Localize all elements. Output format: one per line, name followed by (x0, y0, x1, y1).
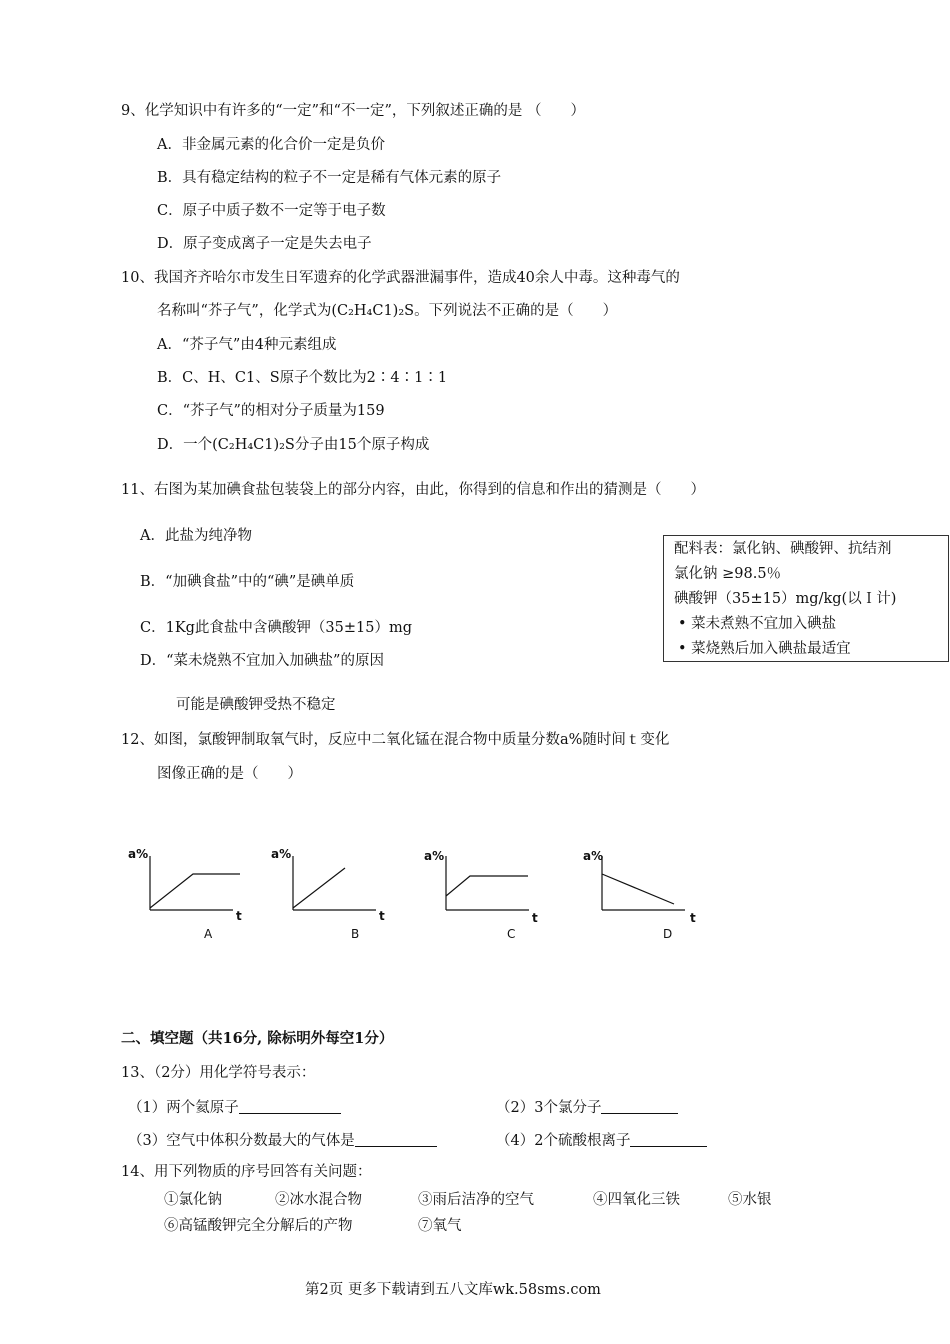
graph-d-ylabel: a% (583, 849, 604, 863)
q9-option-b: B．具有稳定结构的粒子不一定是稀有气体元素的原子 (157, 170, 502, 186)
q9-option-d: D．原子变成离子一定是失去电子 (157, 236, 372, 252)
graph-a-ylabel: a% (128, 847, 149, 861)
q11-option-d-continued: 可能是碘酸钾受热不稳定 (176, 697, 336, 713)
q14-stem: 14、用下列物质的序号回答有关问题： (121, 1164, 372, 1180)
graph-d-xlabel: t (690, 911, 696, 925)
graph-a-label: A (204, 927, 213, 941)
q13-blank-3[interactable] (355, 1132, 437, 1147)
q11-option-b: B．“加碘食盐”中的“碘”是碘单质 (140, 574, 355, 590)
graph-c (424, 838, 554, 952)
q12-stem-line1: 12、如图，氯酸钾制取氧气时，反应中二氧化锰在混合物中质量分数a%随时间ｔ变化 (121, 732, 670, 748)
q10-option-b: B．C、H、C1、S原子个数比为2∶4∶1∶1 (157, 370, 448, 386)
q14-substance-4: ④四氧化三铁 (593, 1192, 680, 1208)
q10-stem-line1: 10、我国齐齐哈尔市发生日军遗弃的化学武器泄漏事件，造成40余人中毒。这种毒气的 (121, 270, 680, 286)
q10-option-c: C．“芥子气”的相对分子质量为159 (157, 403, 385, 419)
graph-d-curve (602, 874, 674, 904)
graph-a-curve (150, 874, 240, 908)
label-sodium-chloride: 氯化钠 ≥98.5％ (674, 566, 782, 582)
q13-item-4 (496, 1132, 707, 1149)
graph-a (128, 838, 258, 952)
q12-stem-line2: 图像正确的是（ ） (157, 766, 302, 782)
page-footer: 第2页 更多下载请到五八文库wk.58sms.com (305, 1282, 601, 1298)
q14-substance-1: ①氯化钠 (164, 1192, 222, 1208)
q13-item-2-text: （2）3个氯分子 (496, 1100, 602, 1116)
q9-option-c: C．原子中质子数不一定等于电子数 (157, 203, 386, 219)
q10-option-d: D．一个(C₂H₄C1)₂S分子由15个原子构成 (157, 437, 430, 453)
q9-option-a: A．非金属元素的化合价一定是负价 (157, 137, 385, 153)
q9-stem: 9、化学知识中有许多的“一定”和“不一定”，下列叙述正确的是 （ ） (121, 103, 585, 119)
graph-b-xlabel: t (379, 909, 385, 923)
graph-c-curve (446, 876, 528, 896)
q13-blank-1[interactable] (239, 1099, 341, 1114)
q13-item-1-text: （1）两个氦原子 (128, 1100, 239, 1116)
graph-a-xlabel: t (236, 909, 242, 923)
q13-blank-4[interactable] (630, 1132, 707, 1147)
graph-d (580, 838, 710, 952)
q10-stem-line2: 名称叫“芥子气”，化学式为(C₂H₄C1)₂S。下列说法不正确的是（ ） (157, 303, 618, 319)
graph-c-label: C (507, 927, 516, 941)
graph-d-label: D (663, 927, 673, 941)
q14-substance-2: ②冰水混合物 (275, 1192, 362, 1208)
label-ingredients: 配料表：氯化钠、碘酸钾、抗结剂 (674, 541, 892, 557)
graph-b-curve (293, 868, 345, 908)
label-note-1: • 菜未煮熟不宜加入碘盐 (678, 616, 837, 632)
salt-label-box (663, 535, 949, 662)
q13-item-1 (128, 1099, 341, 1116)
graph-b (271, 838, 401, 952)
label-potassium-iodate: 碘酸钾（35±15）mg/kg(以Ｉ计) (674, 591, 897, 607)
q11-option-d: D．“菜未烧熟不宜加入加碘盐”的原因 (140, 653, 384, 669)
q11-stem: 11、右图为某加碘食盐包装袋上的部分内容，由此，你得到的信息和作出的猜测是（ ） (121, 482, 705, 498)
q13-item-4-text: （4）2个硫酸根离子 (496, 1133, 631, 1149)
q13-item-3 (128, 1132, 437, 1149)
q14-substance-6: ⑥高锰酸钾完全分解后的产物 (164, 1218, 353, 1234)
graph-c-ylabel: a% (424, 849, 445, 863)
section-2-title: 二、填空题（共16分, 除标明外每空1分） (121, 1030, 394, 1047)
graph-c-xlabel: t (532, 911, 538, 925)
graph-b-label: B (351, 927, 360, 941)
q14-substance-5: ⑤水银 (728, 1192, 772, 1208)
label-note-2: • 菜烧熟后加入碘盐最适宜 (678, 641, 851, 657)
q14-substance-7: ⑦氧气 (418, 1218, 462, 1234)
q10-option-a: A．“芥子气”由4种元素组成 (157, 337, 337, 353)
q13-item-3-text: （3）空气中体积分数最大的气体是 (128, 1133, 355, 1149)
graph-b-ylabel: a% (271, 847, 292, 861)
q13-stem: 13、（2分）用化学符号表示： (121, 1065, 316, 1081)
q14-substance-3: ③雨后洁净的空气 (418, 1192, 534, 1208)
q11-option-a: A．此盐为纯净物 (140, 528, 252, 544)
q13-blank-2[interactable] (601, 1099, 678, 1114)
q11-option-c: C．1Kg此食盐中含碘酸钾（35±15）mg (140, 620, 413, 636)
q13-item-2 (496, 1099, 678, 1116)
